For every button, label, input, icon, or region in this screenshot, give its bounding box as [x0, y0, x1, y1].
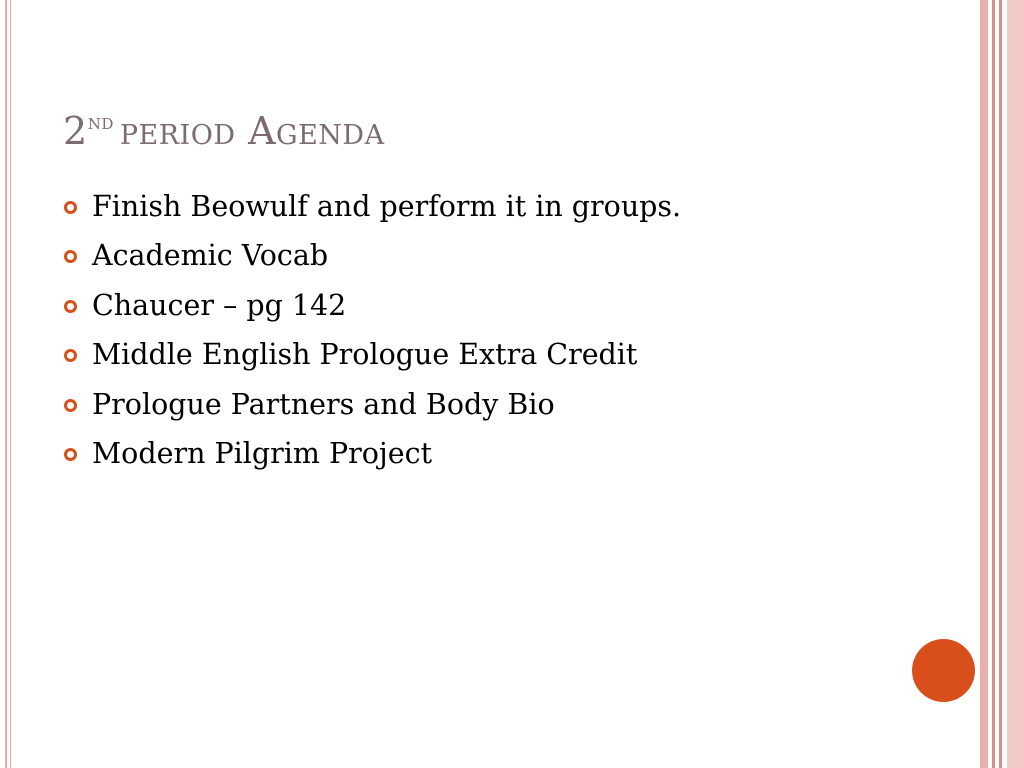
slide-title — [63, 106, 385, 156]
orange-ring-bullet-icon — [64, 300, 77, 313]
agenda-item-label: Chaucer – pg 142 — [92, 288, 347, 322]
title-superscript: nd — [87, 110, 114, 135]
orange-ring-bullet-icon — [64, 250, 77, 263]
orange-ring-bullet-icon — [64, 448, 77, 461]
orange-ring-bullet-icon — [64, 349, 77, 362]
right-band-stripe — [992, 0, 995, 768]
left-border-rule-thin — [10, 0, 11, 768]
agenda-item-label: Finish Beowulf and perform it in groups. — [92, 190, 682, 223]
right-band-stripe — [1007, 0, 1024, 768]
agenda-item-label: Prologue Partners and Body Bio — [92, 387, 555, 421]
right-band-stripe — [980, 0, 988, 768]
right-decorative-band — [980, 0, 1024, 768]
left-border-rule — [5, 0, 7, 768]
title-text: period Agenda — [119, 109, 385, 153]
right-band-stripe — [999, 0, 1002, 768]
orange-circle-icon — [912, 639, 975, 702]
orange-ring-bullet-icon — [64, 201, 77, 214]
agenda-item-label: Academic Vocab — [92, 239, 329, 273]
agenda-item-label: Middle English Prologue Extra Credit — [92, 338, 638, 372]
agenda-item-label: Modern Pilgrim Project — [92, 436, 433, 470]
orange-ring-bullet-icon — [64, 399, 77, 412]
title-number: 2 — [63, 109, 88, 153]
